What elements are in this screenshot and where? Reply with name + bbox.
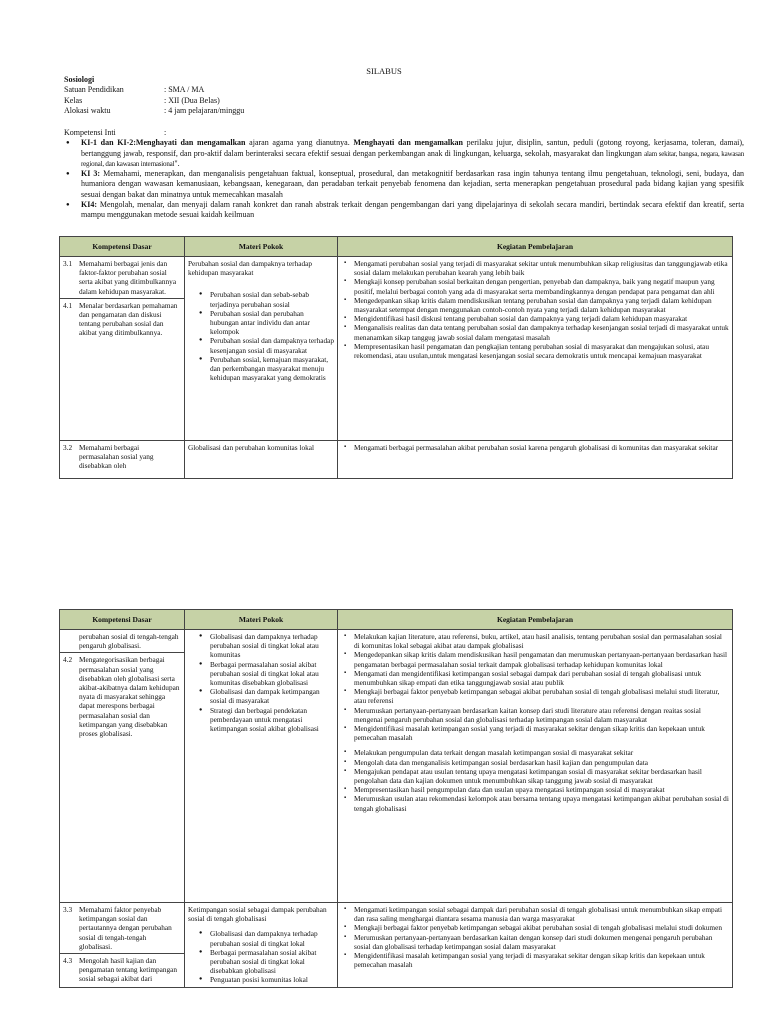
list-item: ▪ Merumuskan pertanyaan-pertanyaan berdasarkan kaitan dengan konsep dari studi dokumen mengenai pengaruh perubahan sosial dan globalisasi terhadap ketimpangan sosial dalam masyarakat	[341, 933, 729, 951]
ki-text: ".	[174, 158, 180, 168]
list-item: ▪ Mengolah data dan menganalisis ketimpangan sosial berdasarkan hasil kajian dan pengumpulan data	[341, 758, 729, 767]
list-item: ▪ Mempresentasikan hasil pengumpulan data dan usulan upaya mengatasi ketimpangan sosial di masyarakat	[341, 785, 729, 794]
table-header-row	[60, 610, 733, 630]
ki-emphasis: Menghayati dan mengamalkan	[353, 138, 463, 148]
header-kompetensi-dasar: Kompetensi Dasar	[60, 610, 185, 630]
ki-text: Memahami, menerapkan, dan menganalisis pengetahuan faktual, konseptual, prosedural, dan metakognitif berdasarkan rasa ingin tahunya tentang ilmu pengetahuan, teknologi, seni, budaya, dan humaniora dengan wawasan kemanusiaan, kebangsaan, kenegaraan, dan peradaban terkait penyebab fenomena dan kejadian, serta menerapkan pengetahuan prosedural pada bidang kajian yang spesifik sesuai dengan bakat dan minatnya untuk memecahkan masalah	[81, 169, 744, 199]
kd-number: 3.1	[63, 259, 73, 268]
meta-value: : 4 jam pelajaran/minggu	[164, 105, 245, 115]
silabus-table-2	[59, 609, 733, 988]
mp-cell	[185, 903, 338, 988]
ki-heading	[64, 128, 744, 138]
kd-item	[63, 655, 181, 738]
ki-list	[64, 138, 744, 220]
kd-text: Menalar berdasarkan pemahaman dan pengamatan dan diskusi tentang perubahan sosial dan akibat yang ditimbulkannya.	[79, 300, 178, 338]
kd-text: Memahami berbagai jenis dan faktor-faktor perubahan sosial serta akibat yang ditimbulkannya dalam kehidupan masyarakat.	[79, 259, 177, 296]
ki-text: ajaran agama yang dianutnya.	[245, 138, 354, 148]
list-item: ● Berbagai permasalahan sosial akibat perubahan sosial di tingkat lokal atau komunitas disebabkan globalisasi	[188, 660, 334, 688]
silabus-table-1	[59, 236, 733, 479]
meta-label: Alokasi waktu	[64, 105, 111, 115]
list-item: ● Penguatan posisi komunitas lokal	[188, 975, 334, 984]
kd-text: Mengategorisasikan berbagai permasalahan sosial yang disebabkan oleh globalisasi serta akibat-akibatnya dalam kehidupan nyata di masyarakat sehingga dapat merespons berbagai permasalahan sosial dan ketimpangan yang disebabkan proses globalisasi.	[79, 655, 180, 739]
list-item: ▪ Mengkaji konsep perubahan sosial berkaitan dengan pengertian, penyebab dan dampaknya, baik yang negatif maupun yang positif, melalui berbagai contoh yang ada di masyarakat serta membandingkannya dengan pendapat para pengamat dan ahli	[341, 277, 729, 295]
mp-intro: Globalisasi dan perubahan komunitas lokal	[188, 443, 315, 452]
ki-item	[64, 169, 744, 200]
list-item: ● Perubahan sosial dan dampaknya terhadap kesenjangan sosial di masyarakat	[188, 336, 334, 354]
kompetensi-inti-section	[64, 128, 744, 221]
list-item: ▪ Mengkaji berbagai faktor penyebab ketimpangan sebagai akibat perubahan sosial di tengah globalisasi melalui studi dokumen	[341, 923, 729, 932]
list-item: ● Globalisasi dan dampak ketimpangan sosial di masyarakat	[188, 687, 334, 705]
list-item: ● Perubahan sosial, kemajuan masyarakat, dan perkembangan masyarakat menuju kehidupan masyarakat yang demokratis	[188, 355, 334, 383]
ki-item	[64, 200, 744, 221]
list-item: ▪ Mengamati ketimpangan sosial sebagai dampak dari perubahan sosial di tengah globalisasi untuk menumbuhkan sikap empati dan rasa saling menghargai diantara sesama manusia dan warga masyarakat	[341, 905, 729, 923]
kd-number: 4.1	[63, 300, 73, 310]
list-item: ▪ Mengamati perubahan sosial yang terjadi di masyarakat sekitar untuk menumbuhkan sikap religiusitas dan tanggungjawab etika sosial dalam melakukan perubahan kearah yang lebih baik	[341, 259, 729, 277]
mp-cell	[185, 441, 338, 479]
header-materi-pokok: Materi Pokok	[185, 610, 338, 630]
ki-lead: KI-1 dan KI-2:Menghayati dan mengamalkan	[81, 138, 246, 148]
mp-list	[188, 290, 334, 382]
kg-cell	[338, 630, 733, 903]
ki-text: Mengolah, menalar, dan menyaji dalam ranah konkret dan ranah abstrak terkait dengan pengembangan dari yang dipelajarinya di sekolah secara mandiri, bertindak secara efektif dan kreatif, serta mampu menggunakan metode sesuai kaidah keilmuan	[81, 200, 744, 220]
ki-small-text: alam sekitar, bangsa, negara, kawasan regional, dan kawasan internasional	[81, 149, 744, 168]
meta-value: : XII (Dua Belas)	[164, 95, 220, 105]
kg-cell	[338, 441, 733, 479]
list-item: ▪ Melakukan kajian literature, atau referensi, buku, artikel, atau hasil analisis, tentang perubahan sosial dan permasalahan sosial di komunitas lokal sebagai akibat atau dampak globalisasi	[341, 632, 729, 650]
ki-text: perilaku jujur, disiplin, santun, peduli (gotong royong, kerjasama, toleran, damai), bertanggung jawab, responsif, dan pro-aktif dalam berinteraksi secara efektif sesuai dengan perkembangan anak di lingkungan, keluarga, sekolah, masyarakat dan lingkungan	[81, 138, 745, 158]
table-row	[60, 441, 733, 479]
kg-list	[341, 905, 729, 969]
list-item: ● Perubahan sosial dan perubahan hubungan antar individu dan antar kelompok	[188, 309, 334, 337]
list-item: ▪ Mengamati dan mengidentifikasi ketimpangan sosial sebagai dampak dari perubahan sosial di tengah globalisasi untuk menumbuhkan sikap empati dan etika tanggungjawab sosial atau publik	[341, 669, 729, 687]
meta-label: Satuan Pendidikan	[64, 85, 124, 95]
list-item: ▪ Mengajukan pendapat atau usulan tentang upaya mengatasi ketimpangan sosial di masyarakat sekitar berdasarkan hasil pengolahan data dan kajian dokumen untuk menumbuhkan sikap tanggung jawab sosial di masyarakat	[341, 767, 729, 785]
kd-item	[63, 443, 181, 471]
subject-name: Sosiologi	[64, 75, 95, 84]
kd-text: Memahami faktor penyebab ketimpangan sosial dan pertautannya dengan perubahan sosial di tengah-tengah globalisasi.	[79, 905, 172, 951]
list-item: ▪ Mengedepankan sikap kritis dalam mendiskusikan tentang perubahan sosial dan dampaknya yang terjadi dalam kehidupan masyarakat setempat dengan menggunakan contoh-contoh nyata yang terjadi dalam kehidupan masyarakat	[341, 296, 729, 314]
kd-text: Mengolah hasil kajian dan pengamatan tentang ketimpangan sosial sebagai akibat dari	[79, 956, 178, 984]
kg-cell	[338, 903, 733, 988]
kd-cell	[60, 903, 185, 988]
kd-cell	[60, 630, 185, 903]
ki-lead: KI 3:	[81, 169, 101, 179]
ki-colon: :	[164, 128, 167, 137]
mp-list	[188, 632, 334, 733]
table-row	[60, 630, 733, 903]
ki-lead: KI4:	[81, 200, 97, 210]
list-item: ▪ Mengidentifikasi masalah ketimpangan sosial yang terjadi di masyarakat sekitar dengan sikap kritis dan kepekaan untuk pemecahan masalah	[341, 951, 729, 969]
list-item: ▪ Merumuskan usulan atau rekomendasi kelompok atau bersama tentang upaya mengatasi ketimpangan akibat perubahan sosial di tengah globalisasi	[341, 794, 729, 812]
kg-cell	[338, 257, 733, 441]
kd-text: perubahan sosial di tengah-tengah pengaruh globalisasi.	[79, 632, 179, 651]
mp-list	[188, 929, 334, 984]
ki-item	[64, 138, 744, 169]
kd-divider	[60, 953, 184, 954]
list-item: ● Perubahan sosial dan sebab-sebab terjadinya perubahan sosial	[188, 290, 334, 308]
meta-row	[64, 85, 744, 95]
meta-row	[64, 96, 744, 106]
kd-item	[63, 259, 181, 296]
table-row	[60, 257, 733, 441]
kd-number: 3.2	[63, 443, 73, 452]
list-item: ● Strategi dan berbagai pendekatan pemberdayaan untuk mengatasi ketimpangan sosial akibat globalisasi	[188, 706, 334, 734]
table-header-row	[60, 237, 733, 257]
kd-number-blank	[63, 632, 79, 650]
kd-text: Memahami berbagai permasalahan sosial yang disebabkan oleh	[79, 443, 154, 471]
list-item: ▪ Mengidentifikasi masalah ketimpangan sosial yang terjadi di masyarakat sekitar dengan sikap kritis dan kepekaan untuk pemecahan masalah	[341, 724, 729, 742]
mp-intro: Ketimpangan sosial sebagai dampak perubahan sosial di tengah globalisasi	[188, 905, 327, 924]
kg-list	[341, 443, 729, 452]
meta-row	[64, 106, 744, 116]
header-kegiatan-pembelajaran: Kegiatan Pembelajaran	[338, 610, 733, 630]
list-item: ▪ Mempresentasikan hasil pengamatan dan pengkajian tentang perubahan sosial di masyarakat dan mengajukan solusi, atau rekomendasi, atau usulan,untuk mengatasi kesenjangan sosial secara demokratis untuk mencapai kemajuan masyarakat	[341, 342, 729, 360]
kg-list	[341, 748, 729, 812]
kd-item	[63, 632, 181, 650]
kg-list	[341, 632, 729, 742]
mp-intro: Perubahan sosial dan dampaknya terhadap kehidupan masyarakat	[188, 259, 313, 278]
kd-cell	[60, 441, 185, 479]
document-header	[64, 75, 744, 116]
header-kegiatan-pembelajaran: Kegiatan Pembelajaran	[338, 237, 733, 257]
list-item: ▪ Merumuskan pertanyaan-pertanyaan berdasarkan kaitan konsep dari studi literature atau referensi dengan reaitas sosial mengenai pengaruh perubahan sosial dan globalisasi terhadap ketimpangan sosial dalam masyarakat	[341, 706, 729, 724]
header-kompetensi-dasar: Kompetensi Dasar	[60, 237, 185, 257]
list-item: ▪ Melakukan pengumpulan data terkait dengan masalah ketimpangan sosial di masyarakat sekitar	[341, 748, 729, 757]
list-item: ● Globalisasi dan dampaknya terhadap perubahan sosial di tingkat lokal atau komunitas	[188, 632, 334, 660]
ki-label: Kompetensi Inti	[64, 128, 116, 137]
kd-divider	[60, 298, 184, 299]
list-item: ▪ Mengidentifikasi hasil diskusi tentang perubahan sosial dan dampaknya yang terjadi dalam kehidupan masyarakat	[341, 314, 729, 323]
list-item: ● Globalisasi dan dampaknya terhadap perubahan sosial di tingkat lokal	[188, 929, 334, 947]
list-item: ▪ Menganalisis realitas dan data tentang perubahan sosial dan dampaknya terhadap kesenjangan sosial terjadi di masyarakat untuk menanamkan sikap tanggug jawab sosial dalam mengatasi masalah	[341, 323, 729, 341]
kd-item	[63, 301, 181, 338]
kd-cell	[60, 257, 185, 441]
kd-item	[63, 956, 181, 984]
kd-number: 4.2	[63, 655, 73, 665]
header-materi-pokok: Materi Pokok	[185, 237, 338, 257]
meta-value: : SMA / MA	[164, 85, 205, 95]
kg-list	[341, 259, 729, 360]
table-row	[60, 903, 733, 988]
page-title: SILABUS	[366, 66, 402, 76]
kd-item	[63, 905, 181, 951]
kd-number: 4.3	[63, 956, 73, 966]
mp-cell	[185, 257, 338, 441]
kd-divider	[60, 652, 184, 653]
meta-label: Kelas	[64, 95, 83, 105]
list-item: ● Berbagai permasalahan sosial akibat perubahan sosial di tingkat lokal disebabkan globalisasi	[188, 948, 334, 976]
list-item: ▪ Mengedepankan sikap kritis dalam mendiskusikan hasil pengamatan dan merumuskan pertanyaan-pertanyaan berdasarkan hasil pengamatan berbagai permasalahan sosial terkait dampak globalisasi terhadap kehidupan komunitas lokal	[341, 650, 729, 668]
list-item: ▪ Mengkaji berbagai faktor penyebab ketimpangan sebagai akibat perubahan sosial di tengah globalisasi melalui studi literatur, atau referensi	[341, 687, 729, 705]
mp-cell	[185, 630, 338, 903]
list-item: ▪ Mengamati berbagai permasalahan akibat perubahan sosial karena pengaruh globalisasi di komunitas dan masyarakat sekitar	[341, 443, 729, 452]
kd-number: 3.3	[63, 905, 73, 914]
